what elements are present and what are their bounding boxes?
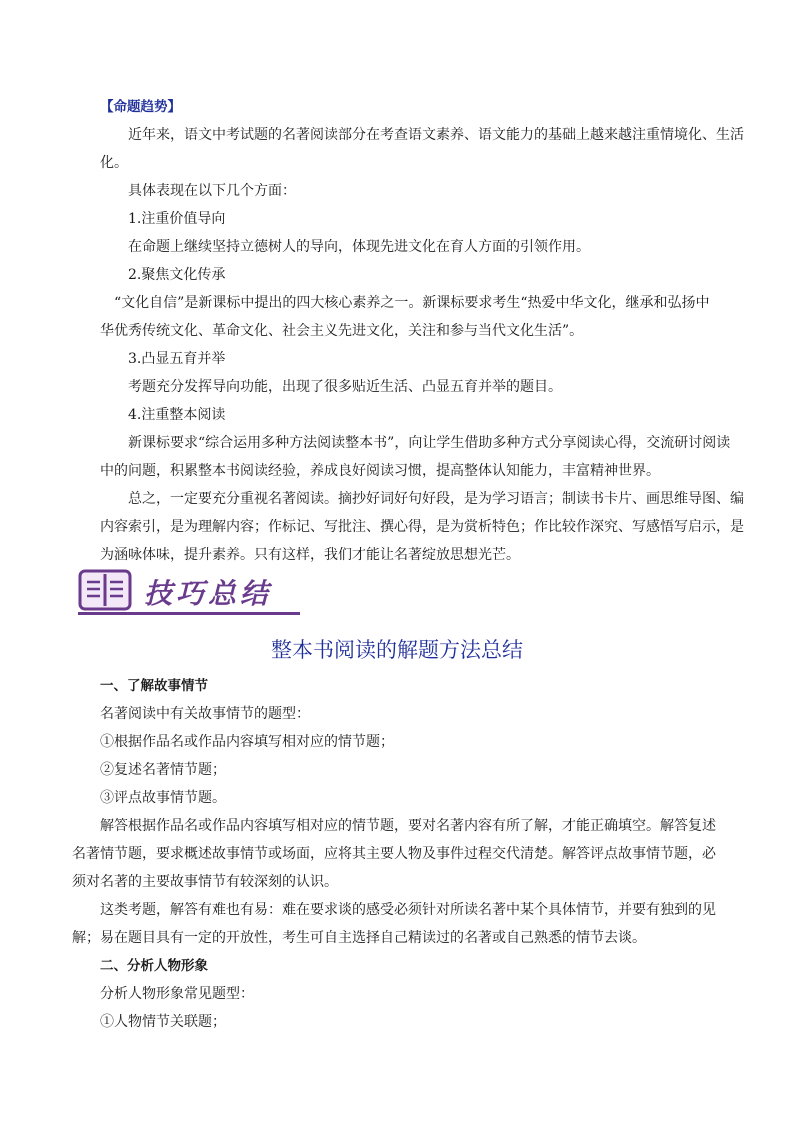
paragraph: 名著情节题，要求概述故事情节或场面，应将其主要人物及事件过程交代清楚。解答评点故事情节题，必 [72,846,716,862]
paragraph: 总之，一定要充分重视名著阅读。摘抄好词好句好段，是为学习语言；制读书卡片、画思维导图、编 [128,491,744,507]
trend-tag: 【命题趋势】 [100,99,181,115]
paragraph: 华优秀传统文化、革命文化、社会主义先进文化，关注和参与当代文化生活”。 [100,323,584,339]
section-title: 整本书阅读的解题方法总结 [271,638,523,662]
subheading: 1.注重价值导向 [128,211,226,227]
section-heading: 一、了解故事情节 [100,678,208,694]
paragraph: 为涵咏体味，提升素养。只有这样，我们才能让名著绽放思想光芒。 [100,547,520,563]
paragraph: 解；易在题目具有一定的开放性，考生可自主选择自己精读过的名著或自己熟悉的情节去谈。 [72,930,646,946]
subheading: 3.凸显五育并举 [128,351,226,367]
paragraph: 这类考题，解答有难也有易：难在要求谈的感受必须针对所读名著中某个具体情节，并要有独到的见 [100,902,716,918]
section-heading: 二、分析人物形象 [100,958,208,974]
book-icon [78,568,132,612]
paragraph: 具体表现在以下几个方面： [128,183,296,199]
subheading: 4.注重整本阅读 [128,407,226,423]
paragraph: 内容索引，是为理解内容；作标记、写批注、撰心得，是为赏析特色；作比较作深究、写感悟写启示，是 [100,519,744,535]
banner-underline [78,612,300,615]
skill-summary-banner [78,562,308,618]
paragraph: 在命题上继续坚持立德树人的导向，体现先进文化在育人方面的引领作用。 [128,239,590,255]
banner-title: 技巧总结 [144,577,273,610]
paragraph: 中的问题，积累整本书阅读经验，养成良好阅读习惯，提高整体认知能力，丰富精神世界。 [100,463,660,479]
paragraph: 化。 [100,155,128,171]
paragraph: 考题充分发挥导向功能，出现了很多贴近生活、凸显五育并举的题目。 [128,379,562,395]
list-item: ①根据作品名或作品内容填写相对应的情节题； [100,734,394,750]
method-section [72,672,724,1036]
list-item: ②复述名著情节题； [100,762,226,778]
paragraph: 须对名著的主要故事情节有较深刻的认识。 [72,874,338,890]
paragraph: 近年来，语文中考试题的名著阅读部分在考查语文素养、语文能力的基础上越来越注重情境化、生活 [128,127,744,143]
subheading: 2.聚焦文化传承 [128,267,226,283]
paragraph: “文化自信”是新课标中提出的四大核心素养之一。新课标要求考生“热爱中华文化，继承和弘扬中 [114,295,710,311]
list-item: ③评点故事情节题。 [100,790,226,806]
list-item: ①人物情节关联题； [100,1014,226,1030]
paragraph: 分析人物形象常见题型： [100,986,254,1002]
trend-section [100,93,744,569]
paragraph: 新课标要求“综合运用多种方法阅读整本书”，向让学生借助多种方式分享阅读心得，交流研讨阅读 [128,435,731,451]
paragraph: 解答根据作品名或作品内容填写相对应的情节题，要对名著内容有所了解，才能正确填空。解答复述 [100,818,716,834]
paragraph: 名著阅读中有关故事情节的题型： [100,706,310,722]
